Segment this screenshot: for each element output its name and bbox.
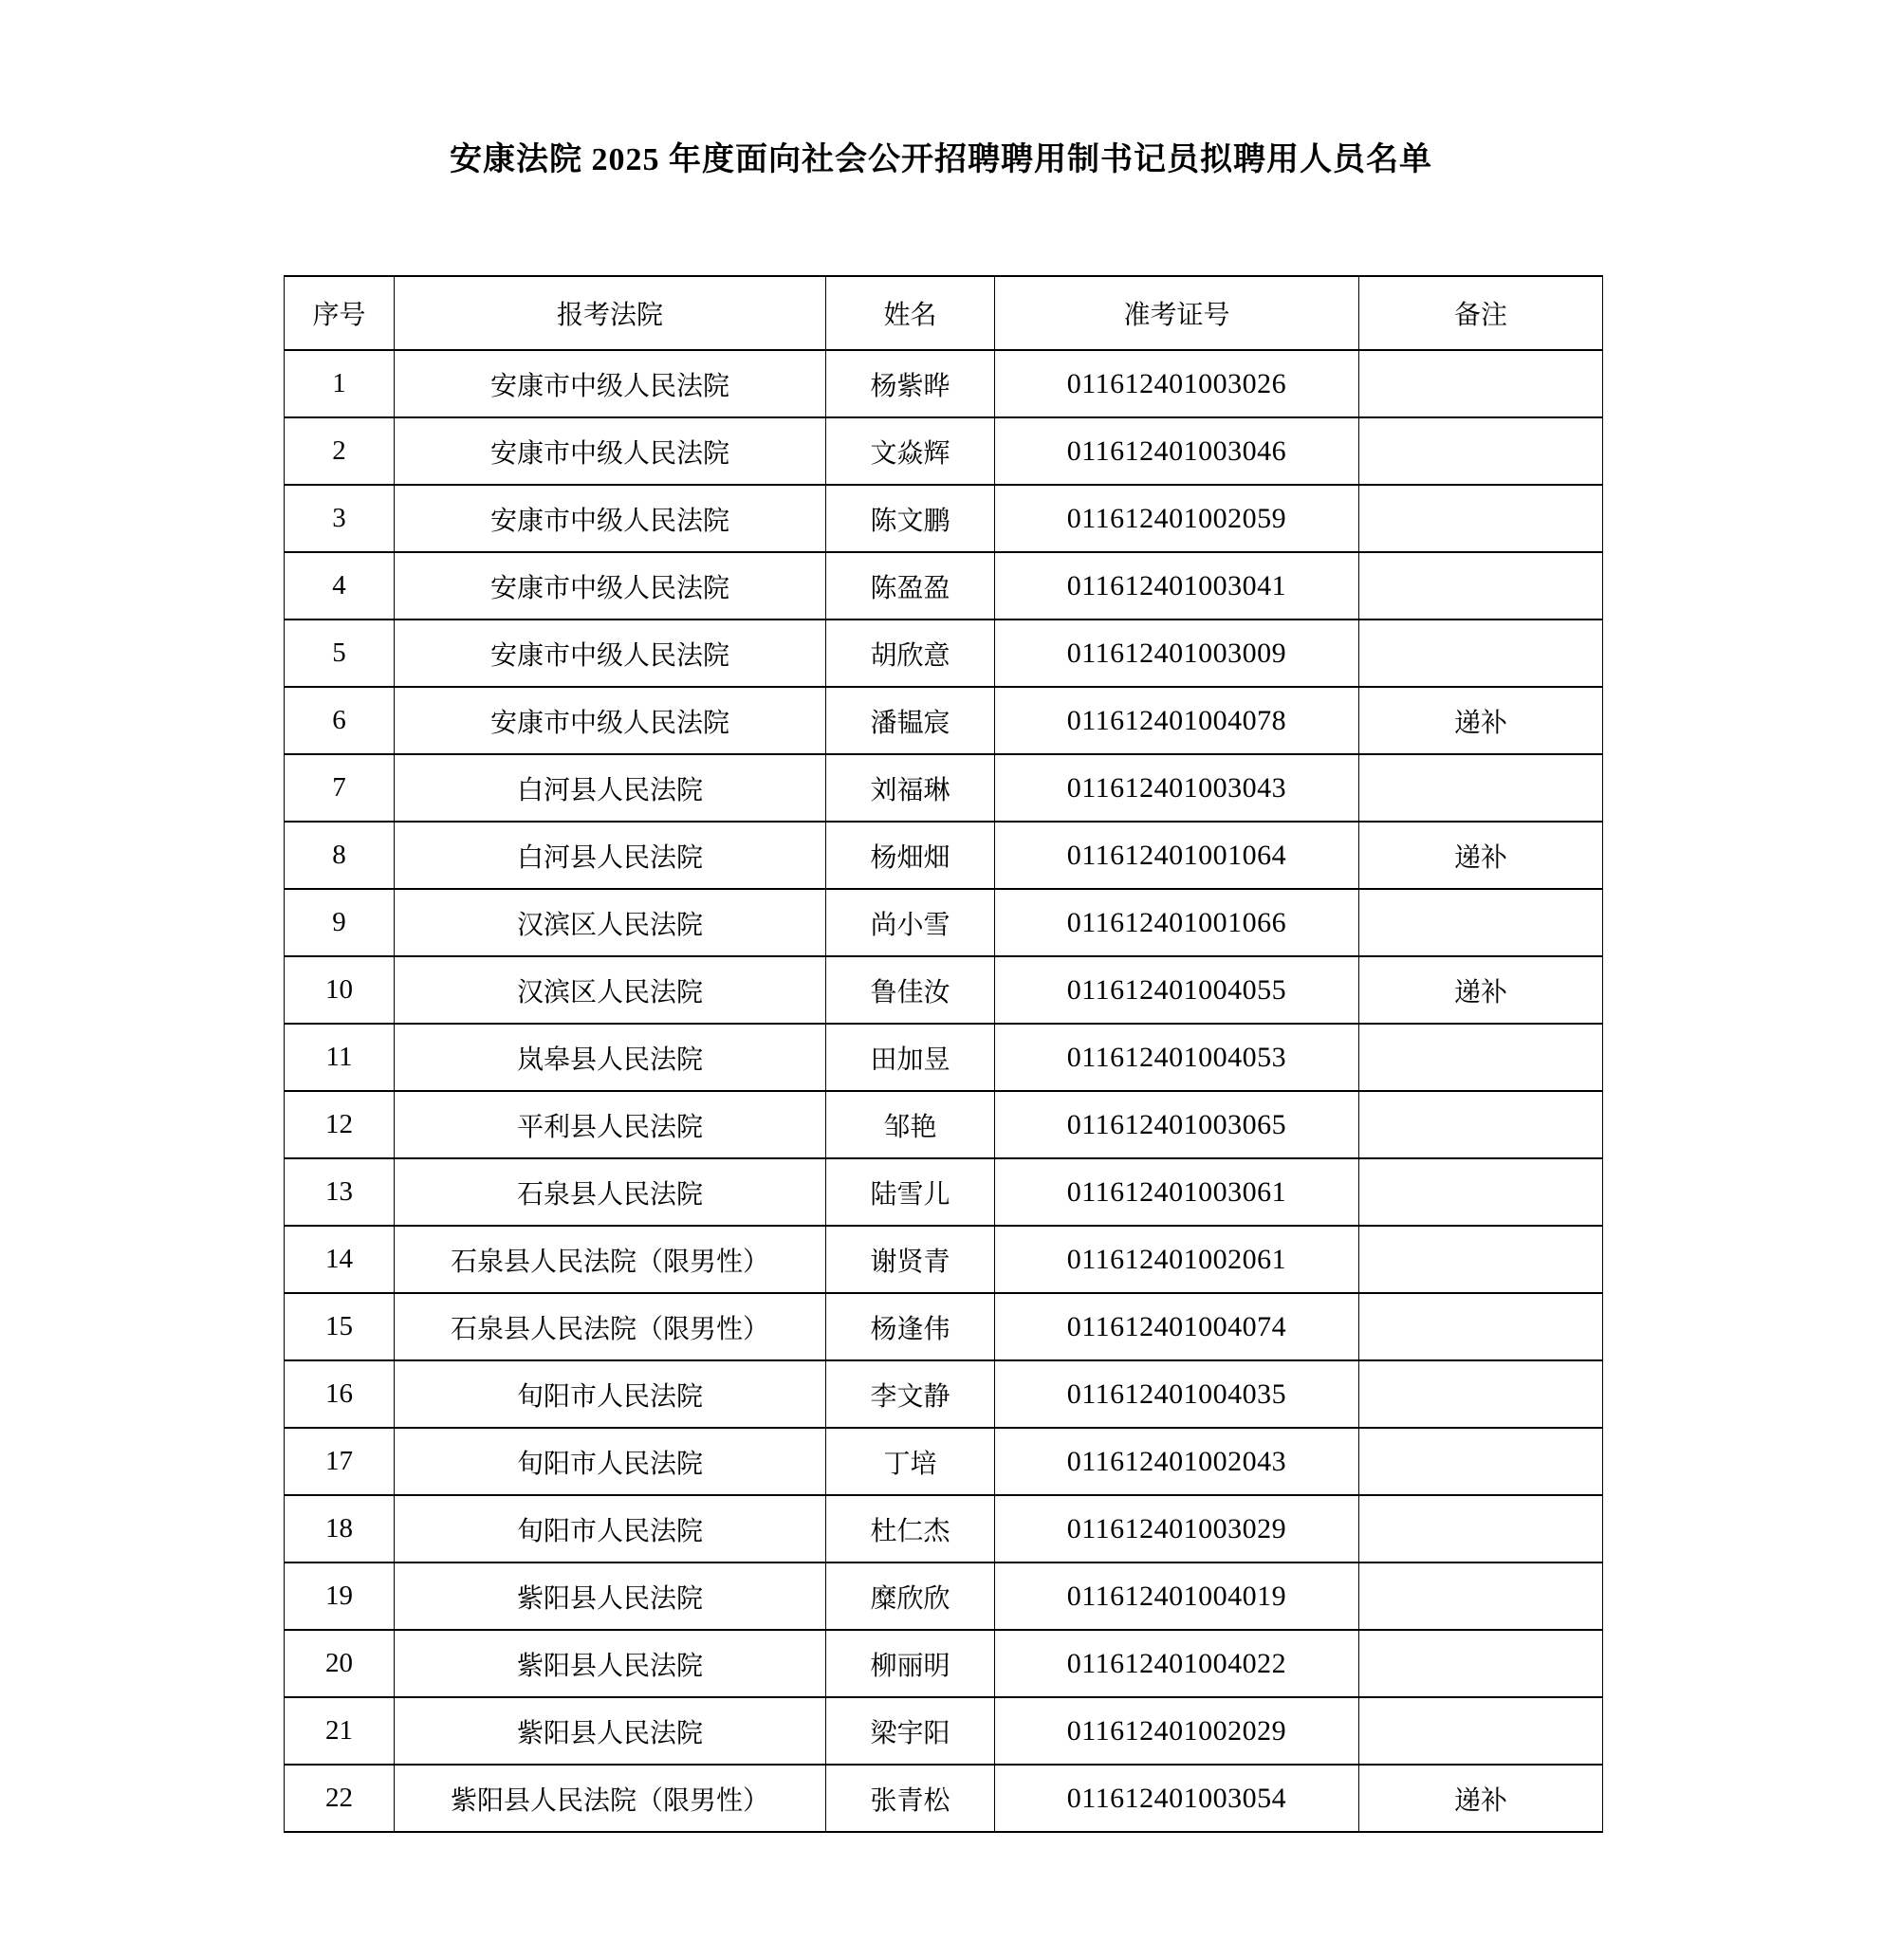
cell-note: 递补	[1359, 1765, 1603, 1832]
cell-court: 石泉县人民法院（限男性）	[395, 1293, 826, 1360]
cell-note: 递补	[1359, 822, 1603, 889]
cell-no: 16	[285, 1360, 395, 1428]
cell-court: 石泉县人民法院	[395, 1158, 826, 1226]
roster-table	[284, 275, 1603, 1833]
header-cell-ticket: 准考证号	[995, 276, 1359, 350]
cell-ticket: 011612401003026	[995, 350, 1359, 417]
cell-court: 紫阳县人民法院（限男性）	[395, 1765, 826, 1832]
table-row	[285, 889, 1603, 956]
cell-court: 安康市中级人民法院	[395, 417, 826, 485]
table-row	[285, 350, 1603, 417]
cell-court: 安康市中级人民法院	[395, 687, 826, 754]
table-row	[285, 1428, 1603, 1495]
cell-court: 安康市中级人民法院	[395, 350, 826, 417]
cell-name: 张青松	[826, 1765, 995, 1832]
cell-name: 杜仁杰	[826, 1495, 995, 1562]
cell-no: 5	[285, 619, 395, 687]
cell-no: 6	[285, 687, 395, 754]
cell-note: 递补	[1359, 687, 1603, 754]
cell-ticket: 011612401002059	[995, 485, 1359, 552]
cell-name: 陈盈盈	[826, 552, 995, 619]
cell-note	[1359, 1428, 1603, 1495]
cell-court: 汉滨区人民法院	[395, 956, 826, 1024]
table-row	[285, 822, 1603, 889]
cell-court: 紫阳县人民法院	[395, 1630, 826, 1697]
cell-ticket: 011612401003041	[995, 552, 1359, 619]
cell-note	[1359, 1091, 1603, 1158]
cell-name: 杨紫晔	[826, 350, 995, 417]
cell-court: 白河县人民法院	[395, 822, 826, 889]
cell-ticket: 011612401004035	[995, 1360, 1359, 1428]
cell-court: 安康市中级人民法院	[395, 619, 826, 687]
cell-court: 石泉县人民法院（限男性）	[395, 1226, 826, 1293]
cell-note	[1359, 1024, 1603, 1091]
table-row	[285, 619, 1603, 687]
cell-note	[1359, 1495, 1603, 1562]
cell-name: 糜欣欣	[826, 1562, 995, 1630]
cell-note	[1359, 1697, 1603, 1765]
cell-ticket: 011612401003054	[995, 1765, 1359, 1832]
cell-court: 旬阳市人民法院	[395, 1360, 826, 1428]
table-header-row	[285, 276, 1603, 350]
table-row	[285, 1226, 1603, 1293]
cell-note	[1359, 754, 1603, 822]
cell-ticket: 011612401003009	[995, 619, 1359, 687]
cell-court: 安康市中级人民法院	[395, 552, 826, 619]
cell-name: 刘福琳	[826, 754, 995, 822]
table-row	[285, 1562, 1603, 1630]
cell-court: 紫阳县人民法院	[395, 1697, 826, 1765]
cell-no: 17	[285, 1428, 395, 1495]
cell-ticket: 011612401002043	[995, 1428, 1359, 1495]
cell-no: 13	[285, 1158, 395, 1226]
cell-note: 递补	[1359, 956, 1603, 1024]
cell-no: 7	[285, 754, 395, 822]
cell-ticket: 011612401003029	[995, 1495, 1359, 1562]
cell-note	[1359, 1562, 1603, 1630]
cell-name: 陆雪儿	[826, 1158, 995, 1226]
table-row	[285, 417, 1603, 485]
table-row	[285, 1495, 1603, 1562]
table-row	[285, 1630, 1603, 1697]
cell-no: 19	[285, 1562, 395, 1630]
cell-name: 李文静	[826, 1360, 995, 1428]
header-cell-note: 备注	[1359, 276, 1603, 350]
cell-court: 岚皋县人民法院	[395, 1024, 826, 1091]
cell-ticket: 011612401004074	[995, 1293, 1359, 1360]
cell-no: 2	[285, 417, 395, 485]
table-row	[285, 1158, 1603, 1226]
cell-ticket: 011612401004022	[995, 1630, 1359, 1697]
table-row	[285, 1024, 1603, 1091]
cell-name: 胡欣意	[826, 619, 995, 687]
table-row	[285, 956, 1603, 1024]
cell-no: 12	[285, 1091, 395, 1158]
cell-name: 陈文鹏	[826, 485, 995, 552]
cell-note	[1359, 350, 1603, 417]
cell-court: 汉滨区人民法院	[395, 889, 826, 956]
cell-name: 谢贤青	[826, 1226, 995, 1293]
cell-ticket: 011612401002029	[995, 1697, 1359, 1765]
table-row	[285, 754, 1603, 822]
cell-note	[1359, 417, 1603, 485]
cell-note	[1359, 1226, 1603, 1293]
cell-name: 杨逢伟	[826, 1293, 995, 1360]
cell-ticket: 011612401004019	[995, 1562, 1359, 1630]
cell-no: 8	[285, 822, 395, 889]
cell-name: 杨畑畑	[826, 822, 995, 889]
cell-ticket: 011612401002061	[995, 1226, 1359, 1293]
cell-court: 旬阳市人民法院	[395, 1428, 826, 1495]
cell-no: 15	[285, 1293, 395, 1360]
cell-no: 4	[285, 552, 395, 619]
cell-ticket: 011612401004078	[995, 687, 1359, 754]
page-title: 安康法院 2025 年度面向社会公开招聘聘用制书记员拟聘用人员名单	[450, 142, 1432, 177]
cell-court: 平利县人民法院	[395, 1091, 826, 1158]
cell-court: 旬阳市人民法院	[395, 1495, 826, 1562]
table-row	[285, 1360, 1603, 1428]
cell-ticket: 011612401003061	[995, 1158, 1359, 1226]
cell-no: 21	[285, 1697, 395, 1765]
cell-name: 尚小雪	[826, 889, 995, 956]
cell-no: 22	[285, 1765, 395, 1832]
cell-name: 梁宇阳	[826, 1697, 995, 1765]
cell-ticket: 011612401004055	[995, 956, 1359, 1024]
cell-name: 柳丽明	[826, 1630, 995, 1697]
cell-note	[1359, 485, 1603, 552]
cell-name: 鲁佳汝	[826, 956, 995, 1024]
cell-ticket: 011612401001066	[995, 889, 1359, 956]
cell-court: 安康市中级人民法院	[395, 485, 826, 552]
table-row	[285, 485, 1603, 552]
cell-note	[1359, 619, 1603, 687]
cell-name: 潘韫宸	[826, 687, 995, 754]
cell-name: 邹艳	[826, 1091, 995, 1158]
cell-no: 11	[285, 1024, 395, 1091]
cell-ticket: 011612401003046	[995, 417, 1359, 485]
cell-court: 紫阳县人民法院	[395, 1562, 826, 1630]
cell-no: 9	[285, 889, 395, 956]
cell-note	[1359, 1293, 1603, 1360]
cell-ticket: 011612401003043	[995, 754, 1359, 822]
cell-note	[1359, 1630, 1603, 1697]
table-row	[285, 552, 1603, 619]
cell-no: 20	[285, 1630, 395, 1697]
cell-note	[1359, 889, 1603, 956]
cell-no: 3	[285, 485, 395, 552]
header-cell-no: 序号	[285, 276, 395, 350]
cell-no: 1	[285, 350, 395, 417]
cell-court: 白河县人民法院	[395, 754, 826, 822]
cell-name: 文焱辉	[826, 417, 995, 485]
cell-name: 丁培	[826, 1428, 995, 1495]
cell-no: 18	[285, 1495, 395, 1562]
cell-note	[1359, 552, 1603, 619]
header-cell-court: 报考法院	[395, 276, 826, 350]
table-row	[285, 1765, 1603, 1832]
table-row	[285, 1293, 1603, 1360]
cell-ticket: 011612401003065	[995, 1091, 1359, 1158]
cell-name: 田加昱	[826, 1024, 995, 1091]
header-cell-name: 姓名	[826, 276, 995, 350]
cell-note	[1359, 1360, 1603, 1428]
cell-ticket: 011612401004053	[995, 1024, 1359, 1091]
table-row	[285, 1697, 1603, 1765]
cell-note	[1359, 1158, 1603, 1226]
table-row	[285, 687, 1603, 754]
cell-ticket: 011612401001064	[995, 822, 1359, 889]
table-row	[285, 1091, 1603, 1158]
cell-no: 10	[285, 956, 395, 1024]
cell-no: 14	[285, 1226, 395, 1293]
